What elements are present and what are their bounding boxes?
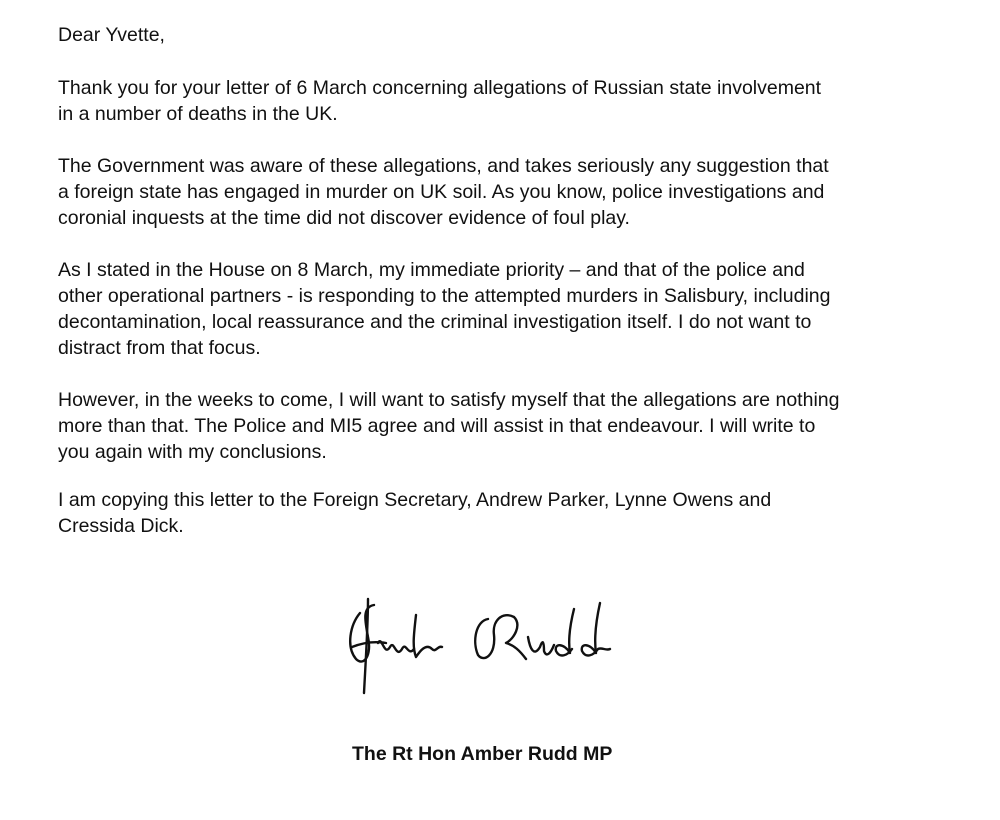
- paragraph-line: Thank you for your letter of 6 March concerning allegations of Russian state involvement: [58, 77, 822, 99]
- paragraph-line: in a number of deaths in the UK.: [58, 103, 338, 125]
- salutation: Dear Yvette,: [58, 24, 165, 46]
- signatory-name: The Rt Hon Amber Rudd MP: [352, 743, 613, 765]
- paragraph-government-awareness: [58, 153, 829, 231]
- paragraph-thanks: [58, 75, 821, 127]
- paragraph-copying: [58, 487, 771, 539]
- paragraph-line: Cressida Dick.: [58, 515, 184, 537]
- signature-drawing: [338, 585, 638, 705]
- paragraph-line: you again with my conclusions.: [58, 441, 327, 463]
- paragraph-line: The Government was aware of these allegations, and takes seriously any suggestion that: [58, 155, 829, 177]
- paragraph-line: distract from that focus.: [58, 337, 261, 359]
- paragraph-line: decontamination, local reassurance and the criminal investigation itself. I do not want to: [58, 311, 812, 333]
- paragraph-line: I am copying this letter to the Foreign Secretary, Andrew Parker, Lynne Owens and: [58, 489, 772, 511]
- paragraph-line: As I stated in the House on 8 March, my immediate priority – and that of the police and: [58, 259, 805, 281]
- paragraph-line: a foreign state has engaged in murder on UK soil. As you know, police investigations and: [58, 181, 825, 203]
- paragraph-line: more than that. The Police and MI5 agree and will assist in that endeavour. I will write to: [58, 415, 816, 437]
- paragraph-line: coronial inquests at the time did not discover evidence of foul play.: [58, 207, 630, 229]
- paragraph-weeks-to-come: [58, 387, 839, 465]
- paragraph-line: However, in the weeks to come, I will want to satisfy myself that the allegations are nothing: [58, 389, 840, 411]
- handwritten-signature: [338, 585, 638, 705]
- paragraph-priority: [58, 257, 830, 361]
- paragraph-line: other operational partners - is responding to the attempted murders in Salisbury, including: [58, 285, 831, 307]
